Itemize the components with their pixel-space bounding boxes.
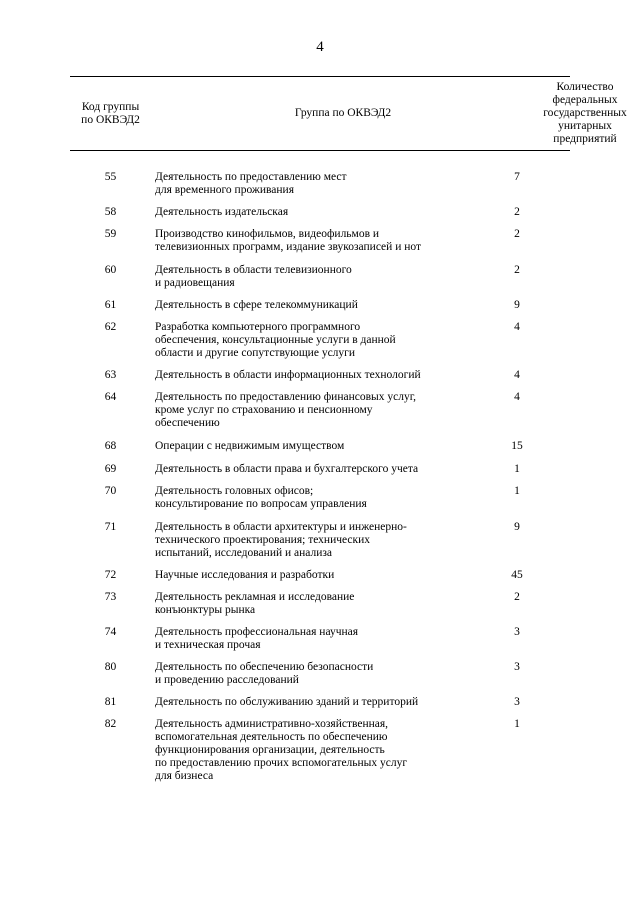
row-code: 71 <box>104 521 117 533</box>
row-code: 68 <box>104 440 117 452</box>
table-header <box>70 76 627 151</box>
row-count: 1 <box>514 718 520 730</box>
row-code: 73 <box>104 591 117 603</box>
row-code: 64 <box>104 391 117 403</box>
row-count: 2 <box>514 264 520 276</box>
row-count: 1 <box>514 463 520 475</box>
table-row <box>70 391 570 430</box>
row-group-name: Деятельность административно-хозяйственная, вспомогательная деятельность по обеспечению функционирования организации, деятельность по предоставлению прочих вспомогательных услуг для бизнеса <box>155 718 408 782</box>
table-row <box>70 521 570 560</box>
table-row <box>70 569 570 582</box>
table-row <box>70 661 570 687</box>
row-group-name: Деятельность в области телевизионного и радиовещания <box>155 264 352 289</box>
row-code: 81 <box>104 696 117 708</box>
row-count: 7 <box>514 171 520 183</box>
table-row <box>70 718 570 783</box>
row-group-name: Деятельность в области права и бухгалтерского учета <box>155 463 419 475</box>
row-count: 2 <box>514 591 520 603</box>
table-row <box>70 321 570 360</box>
row-count: 15 <box>511 440 523 452</box>
row-group-name: Операции с недвижимым имуществом <box>155 440 345 452</box>
row-count: 2 <box>514 206 520 218</box>
row-count: 4 <box>514 369 520 381</box>
row-code: 60 <box>104 264 117 276</box>
row-group-name: Деятельность по обеспечению безопасности и проведению расследований <box>155 661 374 686</box>
row-group-name: Деятельность по предоставлению мест для временного проживания <box>155 171 347 196</box>
row-code: 70 <box>104 485 117 497</box>
table-row <box>70 299 570 312</box>
header-count: Количество федеральных государственных унитарных предприятий <box>543 81 627 145</box>
row-group-name: Деятельность в области информационных технологий <box>155 369 421 381</box>
table-row <box>70 591 570 617</box>
row-code: 82 <box>104 718 117 730</box>
row-group-name: Деятельность издательская <box>155 206 289 218</box>
row-count: 3 <box>514 661 520 673</box>
table-row <box>70 206 570 219</box>
row-group-name: Деятельность в области архитектуры и инженерно- технического проектирования; технических испытаний, исследований и анализа <box>155 521 407 559</box>
row-code: 61 <box>104 299 117 311</box>
row-group-name: Производство кинофильмов, видеофильмов и телевизионных программ, издание звукозаписей и нот <box>155 228 421 253</box>
table-row <box>70 369 570 382</box>
table-row <box>70 463 570 476</box>
row-code: 63 <box>104 369 117 381</box>
table-row <box>70 264 570 290</box>
header-code: Код группы по ОКВЭД2 <box>81 100 140 126</box>
table-row <box>70 171 570 197</box>
page-number: 4 <box>316 39 324 55</box>
table-row <box>70 626 570 652</box>
row-group-name: Деятельность по обслуживанию зданий и территорий <box>155 696 419 708</box>
row-code: 62 <box>104 321 117 333</box>
row-count: 45 <box>511 569 523 581</box>
table-body <box>70 171 570 783</box>
row-group-name: Деятельность головных офисов; консультирование по вопросам управления <box>155 485 367 510</box>
table-row <box>70 485 570 511</box>
row-code: 74 <box>104 626 117 638</box>
row-count: 3 <box>514 696 520 708</box>
table-row <box>70 440 570 453</box>
row-count: 9 <box>514 521 520 533</box>
row-group-name: Деятельность рекламная и исследование конъюнктуры рынка <box>155 591 355 616</box>
row-group-name: Деятельность в сфере телекоммуникаций <box>155 299 358 311</box>
row-count: 1 <box>514 485 520 497</box>
row-count: 2 <box>514 228 520 240</box>
row-count: 4 <box>514 391 520 403</box>
row-code: 59 <box>104 228 117 240</box>
row-code: 55 <box>104 171 117 183</box>
row-code: 72 <box>104 569 117 581</box>
row-group-name: Научные исследования и разработки <box>155 569 335 581</box>
row-group-name: Разработка компьютерного программного обеспечения, консультационные услуги в данной области и другие сопутствующие услуги <box>155 321 396 359</box>
okved-table <box>70 76 627 792</box>
row-code: 69 <box>104 463 117 475</box>
row-code: 58 <box>104 206 117 218</box>
table-row <box>70 228 570 254</box>
row-group-name: Деятельность профессиональная научная и техническая прочая <box>155 626 359 651</box>
table-row <box>70 696 570 709</box>
row-group-name: Деятельность по предоставлению финансовых услуг, кроме услуг по страхованию и пенсионному обеспечению <box>155 391 417 429</box>
header-group: Группа по ОКВЭД2 <box>294 107 392 119</box>
row-count: 3 <box>514 626 520 638</box>
row-count: 4 <box>514 321 520 333</box>
row-code: 80 <box>104 661 117 673</box>
row-count: 9 <box>514 299 520 311</box>
